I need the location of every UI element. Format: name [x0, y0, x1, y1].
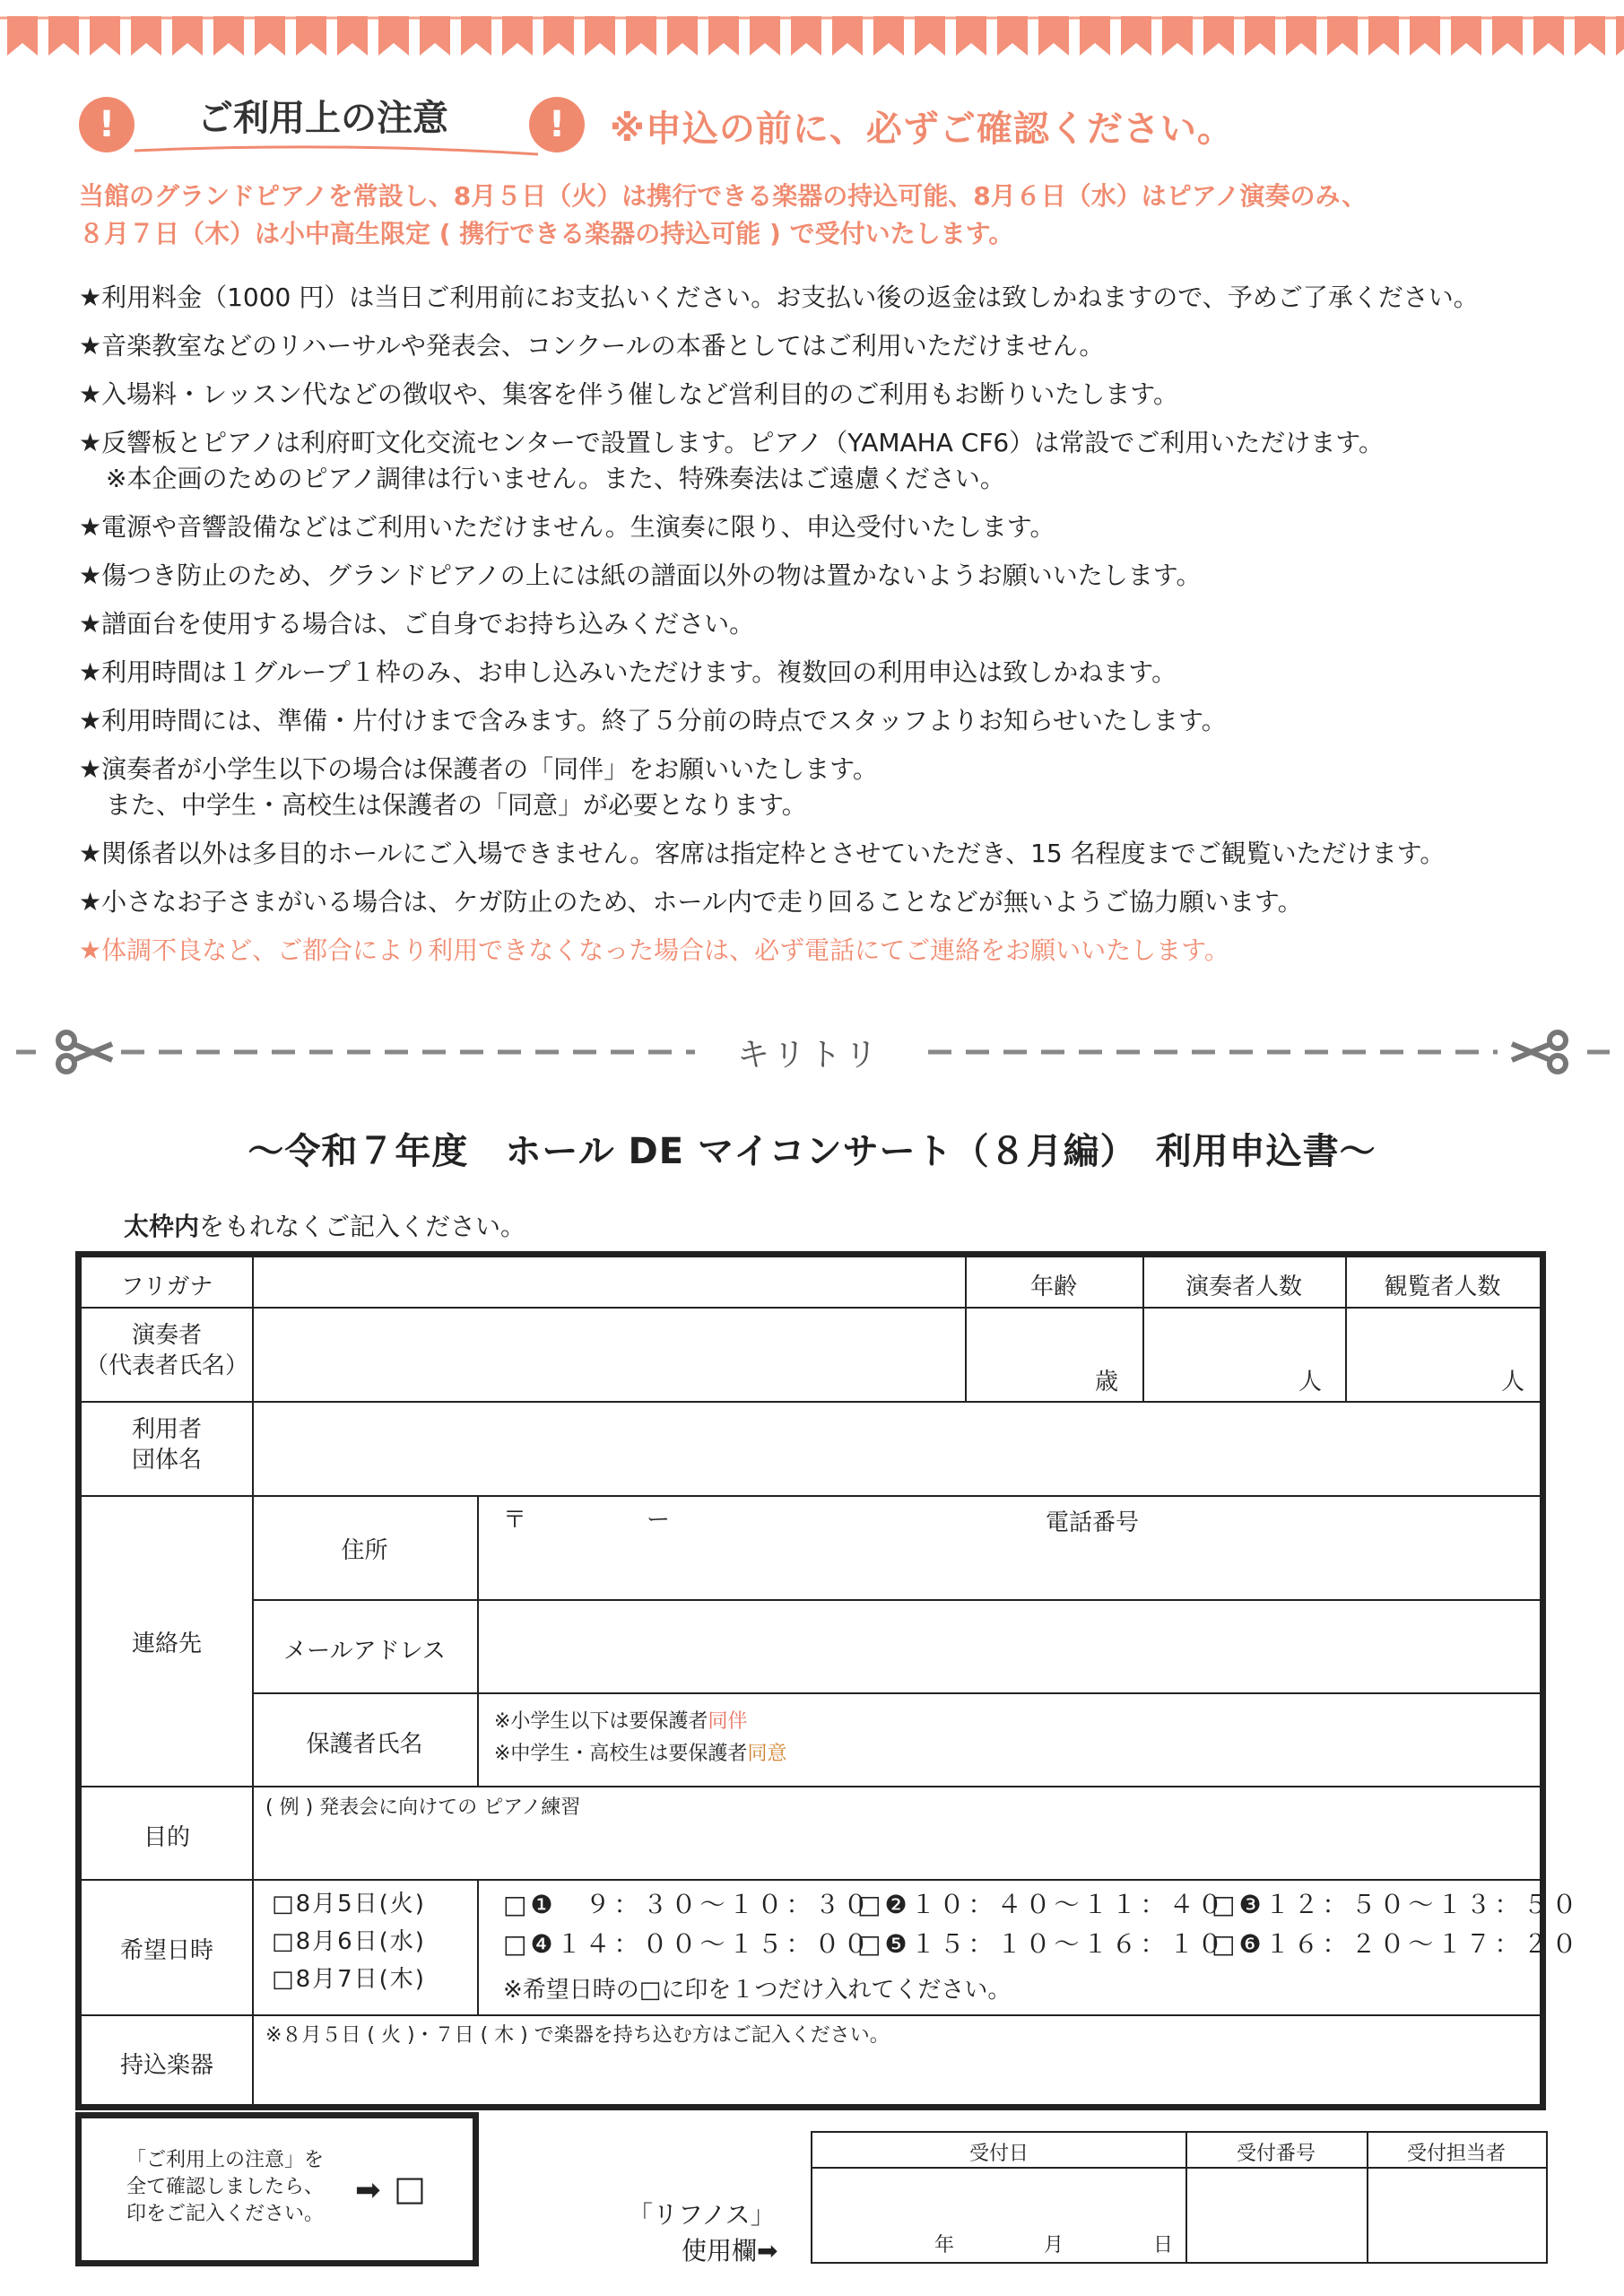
purpose-label: 目的 [143, 1824, 190, 1851]
age-label: 年齢 [1029, 1274, 1077, 1300]
warning-icon: ! [529, 97, 585, 152]
notice-title: ご利用上の注意 [197, 98, 448, 139]
bunting-flag [1492, 16, 1523, 56]
audience-label: 観覧者人数 [1384, 1274, 1501, 1300]
bunting-flag [461, 16, 491, 56]
bunting-flag [296, 16, 326, 56]
performer-label-line: （代表者氏名） [84, 1352, 248, 1379]
date-option[interactable]: □8月6日(水) [272, 1928, 426, 1955]
rule-text: ★傷つき防止のため、グランドピアノの上には紙の譜面以外の物は置かないようお願いいたします。 [79, 561, 1202, 590]
rule-item [79, 836, 1603, 872]
rule-text: ★入場料・レッスン代などの徴収や、集客を伴う催しなど営利目的のご利用もお断りいたします。 [79, 379, 1179, 409]
rule-item [79, 703, 1603, 739]
bunting-flag [832, 16, 863, 56]
bunting-flag [708, 16, 739, 56]
confirm-text [126, 2147, 324, 2228]
confirm-line: 全て確認しましたら、 [126, 2176, 325, 2198]
time-slot-option[interactable]: □❸１２：５０〜１３：５０ [1211, 1890, 1581, 1919]
date-label: 希望日時 [119, 1937, 213, 1964]
warning-icon: ! [79, 97, 135, 152]
bunting-flag [1327, 16, 1358, 56]
furigana-label: フリガナ [120, 1274, 213, 1300]
bunting-flag [48, 16, 79, 56]
bunting-flag [1616, 16, 1624, 56]
rule-subtext: ※本企画のためのピアノ調律は行いません。また、特殊奏法はご遠慮ください。 [106, 464, 1005, 493]
rule-text: ★関係者以外は多目的ホールにご入場できません。客席は指定枠とさせていただき、15 名程度までご観覧いただけます。 [79, 839, 1446, 868]
receipt-number-label: 受付番号 [1236, 2143, 1316, 2165]
bunting-flag [750, 16, 780, 56]
application-form [75, 1251, 1581, 2110]
rule-text: ★音楽教室などのリハーサルや発表会、コンクールの本番としてはご利用いただけません。 [79, 331, 1105, 361]
performer-label [82, 1320, 252, 1381]
form-title: 〜令和７年度 ホール DE マイコンサート（８月編） 利用申込書〜 [248, 1131, 1376, 1172]
title-underline [135, 135, 538, 161]
confirmation-box [75, 2112, 479, 2266]
time-slot-option[interactable]: □❷１０：４０〜１１：４０ [857, 1890, 1227, 1919]
day-unit: 日 [1153, 2234, 1174, 2257]
staff-use-line [628, 2233, 777, 2269]
bunting-flag [1451, 16, 1481, 56]
rule-text: ★体調不良など、ご都合により利用できなくなった場合は、必ず電話にてご連絡をお願いいたします。 [79, 935, 1229, 965]
bunting-flag [378, 16, 409, 56]
staff-use-line: 「リフノス」 [628, 2200, 776, 2230]
address-input[interactable] [479, 1497, 1540, 1597]
rule-item [79, 752, 1603, 823]
bunting-flag [956, 16, 986, 56]
intro-line: 当館のグランドピアノを常設し、8月５日（火）は携行できる楽器の持込可能、8月６日（水）はピアノ演奏のみ、 [79, 181, 1368, 211]
postal-dash: ー [647, 1507, 671, 1534]
bunting-flag [90, 16, 120, 56]
rules-list [79, 280, 1603, 981]
phone-label: 電話番号 [1046, 1509, 1140, 1536]
date-note: ※希望日時の□に印を１つだけ入れてください。 [503, 1977, 1012, 2004]
group-label-line: 団体名 [131, 1447, 202, 1474]
furigana-input[interactable] [254, 1259, 964, 1306]
slot-options [503, 1885, 1581, 1964]
performer-label-line: 演奏者 [131, 1322, 202, 1349]
email-input[interactable] [479, 1601, 1540, 1691]
arrow-right-icon: ➡ [355, 2172, 381, 2208]
staff-table [811, 2131, 1548, 2264]
rule-subtext: また、中学生・高校生は保護者の「同意」が必要となります。 [106, 790, 807, 820]
bunting-flag [997, 16, 1028, 56]
date-options [272, 1885, 426, 1998]
bunting-flag [626, 16, 656, 56]
bunting-flag [131, 16, 161, 56]
guardian-notes [494, 1706, 786, 1770]
bunting-flag [667, 16, 698, 56]
date-option[interactable]: □8月7日(木) [272, 1966, 426, 1993]
intro-line: ８月７日（木）は小中高生限定 ( 携行できる楽器の持込可能 ) で受付いたします。 [79, 219, 1014, 248]
bunting-flag [915, 16, 945, 56]
scissors-icon [1512, 1032, 1566, 1072]
bunting-flag [1203, 16, 1234, 56]
receipt-person-label: 受付担当者 [1406, 2143, 1506, 2165]
rule-text: ★利用時間は１グループ１枠のみ、お申し込みいただけます。複数回の利用申込は致しかねます。 [79, 657, 1177, 687]
rule-text: ★電源や音響設備などはご利用いただけません。生演奏に限り、申込受付いたします。 [79, 512, 1055, 542]
bunting-flag [1080, 16, 1110, 56]
bunting-flag [1162, 16, 1193, 56]
bunting-flag [1038, 16, 1069, 56]
rule-item [79, 606, 1603, 642]
rule-item [79, 425, 1603, 497]
postal-mark: 〒 [503, 1507, 527, 1534]
bunting-flag [7, 16, 38, 56]
purpose-example: ( 例 ) 発表会に向けての ピアノ練習 [265, 1796, 581, 1819]
bunting-flag [585, 16, 615, 56]
receipt-date-label: 受付日 [968, 2143, 1029, 2165]
bunting-flag [1286, 16, 1316, 56]
staff-use-text: 使用欄 [682, 2236, 758, 2266]
bunting-flag [1245, 16, 1275, 56]
purpose-input[interactable] [254, 1787, 1540, 1877]
rule-text: ★利用料金（1000 円）は当日ご利用前にお支払いください。お支払い後の返金は致しかねますので、予めご了承ください。 [79, 283, 1479, 312]
rule-text: ★反響板とピアノは利府町文化交流センターで設置します。ピアノ（YAMAHA CF6）は常設でご利用いただけます。 [79, 428, 1385, 457]
guardian-note-text: ※中学生・高校生は要保護者 [494, 1743, 748, 1765]
bunting-flag [172, 16, 203, 56]
guardian-label: 保護者氏名 [306, 1731, 423, 1758]
rule-text: ★譜面台を使用する場合は、ご自身でお持ち込みください。 [79, 609, 755, 639]
rule-text: ★演奏者が小学生以下の場合は保護者の「同伴」をお願いいたします。 [79, 754, 878, 784]
slot-row [503, 1925, 1581, 1964]
cut-label: キリトリ [737, 1037, 881, 1074]
time-slot-option[interactable]: □❻１６：２０〜１７：２０ [1211, 1929, 1581, 1959]
performers-unit: 人 [1298, 1369, 1323, 1396]
bunting-flag [1410, 16, 1440, 56]
guardian-note [494, 1738, 786, 1770]
guardian-note-accompany: 同伴 [708, 1710, 748, 1733]
rule-item [79, 933, 1603, 969]
bunting-flag [255, 16, 285, 56]
performer-name-input[interactable] [254, 1309, 964, 1400]
rule-item [79, 377, 1603, 413]
guardian-note [494, 1706, 786, 1738]
fill-note [124, 1207, 525, 1243]
rule-text: ★小さなお子さまがいる場合は、ケガ防止のため、ホール内で走り回ることなどが無いようご協力願います。 [79, 887, 1303, 917]
staff-use-label [628, 2197, 777, 2269]
bunting-flag [543, 16, 574, 56]
note-rest: をもれなくご記入ください。 [199, 1212, 526, 1241]
bunting-flag [213, 16, 244, 56]
audience-unit: 人 [1501, 1369, 1525, 1396]
confirm-note: ※申込の前に、必ずご確認ください。 [610, 109, 1234, 150]
bunting-flag [502, 16, 533, 56]
slot-row [503, 1885, 1581, 1925]
email-label: メールアドレス [283, 1638, 446, 1665]
performers-label: 演奏者人数 [1185, 1274, 1302, 1300]
instrument-label: 持込楽器 [119, 2052, 213, 2079]
contact-label: 連絡先 [131, 1631, 202, 1657]
rule-item [79, 884, 1603, 920]
group-label [82, 1414, 252, 1475]
group-label-line: 利用者 [131, 1416, 202, 1443]
intro-text [79, 178, 1367, 253]
address-label: 住所 [341, 1537, 388, 1564]
bunting-flag [1121, 16, 1151, 56]
month-unit: 月 [1044, 2234, 1064, 2257]
instrument-input[interactable] [254, 2016, 1540, 2104]
confirm-line: 「ご利用上の注意」を [126, 2149, 325, 2171]
bunting-flag [337, 16, 368, 56]
date-option[interactable]: □8月5日(火) [272, 1891, 426, 1918]
scissors-icon [58, 1032, 112, 1072]
time-slot-option[interactable]: □❹１４：００〜１５：００ [503, 1929, 873, 1959]
instrument-note: ※８月５日 ( 火 )・７日 ( 木 ) で楽器を持ち込む方はご記入ください。 [265, 2024, 890, 2047]
rule-item [79, 655, 1603, 691]
confirm-line: 印をご記入ください。 [126, 2203, 325, 2225]
guardian-note-text: ※小学生以下は要保護者 [494, 1710, 708, 1733]
age-unit: 歳 [1095, 1369, 1119, 1396]
time-slot-option[interactable]: □❺１５：１０〜１６：１０ [857, 1929, 1227, 1959]
bunting-decoration [0, 0, 1624, 63]
group-name-input[interactable] [254, 1403, 1540, 1494]
bunting-flag [1575, 16, 1605, 56]
rule-item [79, 328, 1603, 364]
bunting-flag [873, 16, 904, 56]
rule-text: ★利用時間には、準備・片付けまで含みます。終了５分前の時点でスタッフよりお知らせいたします。 [79, 706, 1227, 735]
bunting-flag [1533, 16, 1564, 56]
confirm-checkbox[interactable]: □ [394, 2169, 426, 2208]
bunting-flag [791, 16, 821, 56]
arrow-right-icon: ➡ [757, 2236, 778, 2266]
time-slot-option[interactable]: □❶ ９：３０〜１０：３０ [503, 1890, 873, 1919]
note-bold: 太枠内 [124, 1212, 200, 1241]
rule-item [79, 280, 1603, 316]
bunting-flag [420, 16, 450, 56]
rule-item [79, 509, 1603, 545]
rule-item [79, 558, 1603, 594]
guardian-note-consent: 同意 [747, 1743, 787, 1765]
bunting-flag [1368, 16, 1399, 56]
year-unit: 年 [934, 2234, 955, 2257]
